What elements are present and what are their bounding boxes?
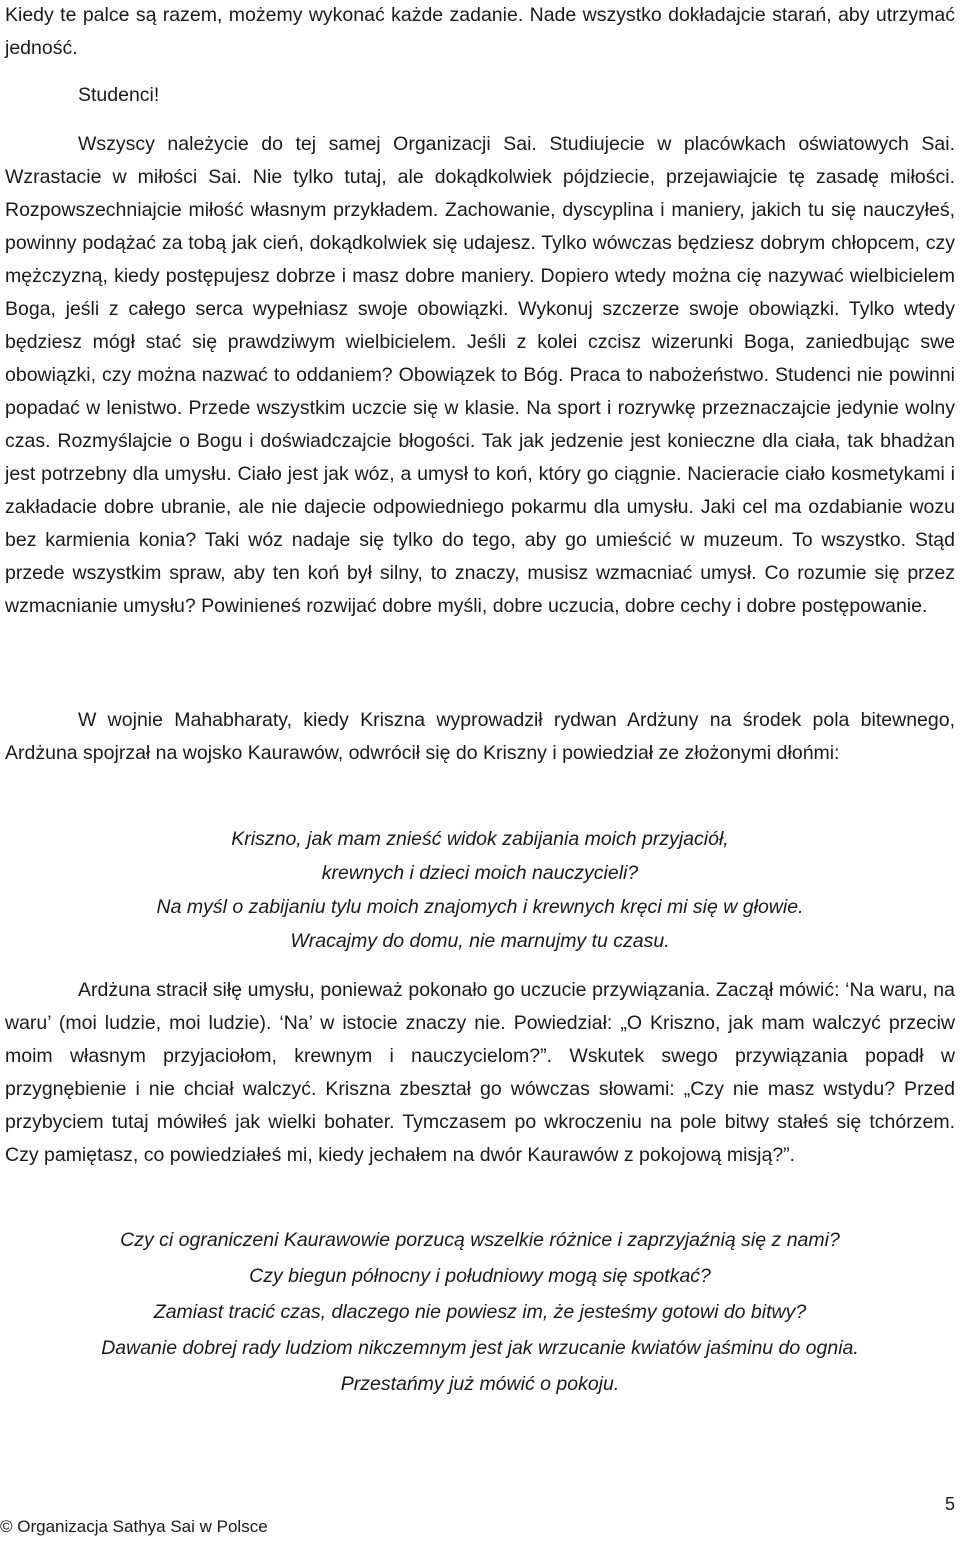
- intro-paragraph: Kiedy te palce są razem, możemy wykonać każde zadanie. Nade wszystko dokładajcie starań, aby utrzymać jedność.: [5, 4, 955, 59]
- students-paragraph: Wszyscy należycie do tej samej Organizacji Sai. Studiujecie w placówkach oświatowych Sai. Wzrastacie w miłości Sai. Nie tylko tutaj, ale dokądkolwiek pójdziecie, przejawiajcie tę zasadę miłości. Rozpowszechniajcie miłość własnym przykładem. Zachowanie, dyscyplina i maniery, jakich tu się nauczyłeś, powinny podążać za tobą jak cień, dokądkolwiek się udajesz. Tylko wówczas będziesz dobrym chłopcem, czy mężczyzną, kiedy postępujesz dobrze i masz dobre maniery. Dopiero wtedy można cię nazywać wielbicielem Boga, jeśli z całego serca wypełniasz swoje obowiązki. Wykonuj szczerze swoje obowiązki. Tylko wtedy będziesz mógł stać się prawdziwym wielbicielem. Jeśli z kolei czcisz wizerunki Boga, zaniedbując swe obowiązki, czy można nazwać to oddaniem? Obowiązek to Bóg. Praca to nabożeństwo. Studenci nie powinni popadać w lenistwo. Przede wszystkim uczcie się w klasie. Na sport i rozrywkę przeznaczajcie jedynie wolny czas. Rozmyślajcie o Bogu i doświadczajcie błogości. Tak jak jedzenie jest konieczne dla ciała, tak bhadżan jest potrzebny dla umysłu. Ciało jest jak wóz, a umysł to koń, który go ciągnie. Nacieracie ciało kosmetykami i zakładacie dobre ubranie, ale nie dajecie odpowiedniego pokarmu dla umysłu. Jaki cel ma ozdabianie wozu bez karmienia konia? Taki wóz nadaje się tylko do tego, aby go umieścić w muzeum. To wszystko. Stąd przede wszystkim spraw, aby ten koń był silny, to znaczy, musisz wzmacniać umysł. Co rozumie się przez wzmacnianie umysłu? Powinieneś rozwijać dobre myśli, dobre uczucia, dobre cechy i dobre postępowanie.: [5, 133, 955, 617]
- verse-line: Na myśl o zabijaniu tylu moich znajomych i krewnych kręci mi się w głowie.: [156, 896, 804, 918]
- arjuna-paragraph: Ardżuna stracił siłę umysłu, ponieważ pokonało go uczucie przywiązania. Zaczął mówić: ‘Na waru, na waru’ (moi ludzie, moi ludzie). ‘Na’ w istocie znaczy nie. Powiedział: „O Kriszno, jak mam walczyć przeciw moim własnym przyjaciołom, krewnym i nauczycielom?”. Wskutek swego przywiązania popadł w przygnębienie i nie chciał walczyć. Kriszna zbeształ go wówczas słowami: „Czy nie masz wstydu? Przed przybyciem tutaj mówiłeś jak wielki bohater. Tymczasem po wkroczeniu na pole bitwy stałeś się tchórzem. Czy pamiętasz, co powiedziałeś mi, kiedy jechałem na dwór Kaurawów z pokojową misją?”.: [5, 979, 955, 1166]
- mahabharata-paragraph: W wojnie Mahabharaty, kiedy Kriszna wyprowadził rydwan Ardżuny na środek pola bitewnego, Ardżuna spojrzał na wojsko Kaurawów, odwrócił się do Kriszny i powiedział ze złożonymi dłońmi:: [5, 709, 955, 764]
- verse-line: Zamiast tracić czas, dlaczego nie powiesz im, że jesteśmy gotowi do bitwy?: [153, 1301, 807, 1323]
- verse-line: Kriszno, jak mam znieść widok zabijania moich przyjaciół,: [231, 828, 729, 850]
- verse-line: Przestańmy już mówić o pokoju.: [340, 1373, 620, 1395]
- verse-line: Czy biegun północny i południowy mogą się spotkać?: [249, 1265, 711, 1287]
- arjuna-verse: [5, 822, 955, 958]
- verse-line: Czy ci ograniczeni Kaurawowie porzucą wszelkie różnice i zaprzyjaźnią się z nami?: [120, 1229, 840, 1251]
- page-number: 5: [944, 1494, 955, 1514]
- students-heading: Studenci!: [78, 84, 160, 106]
- verse-line: Dawanie dobrej rady ludziom nikczemnym jest jak wrzucanie kwiatów jaśminu do ognia.: [101, 1337, 859, 1359]
- verse-line: krewnych i dzieci moich nauczycieli?: [321, 862, 639, 884]
- verse-line: Wracajmy do domu, nie marnujmy tu czasu.: [290, 930, 670, 952]
- footer-copyright: © Organizacja Sathya Sai w Polsce: [0, 1517, 268, 1536]
- krishna-verse: [5, 1222, 955, 1402]
